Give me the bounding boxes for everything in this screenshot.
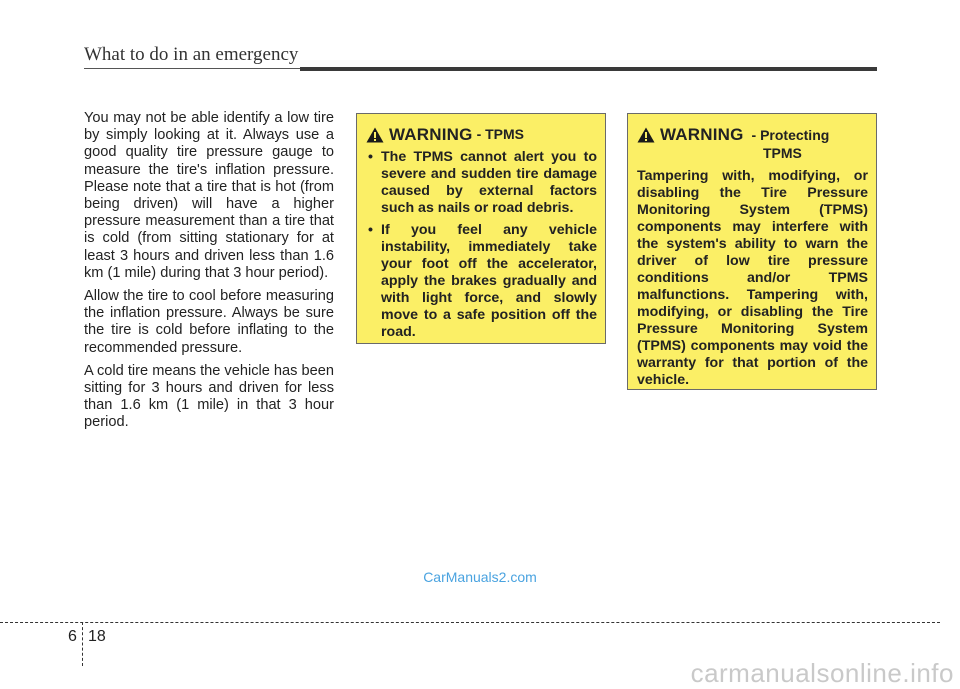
warning-text: Tampering with, modifying, or disabling the Tire Pressure Monitoring System (TPMS) components may interfere with the system's ability to warn the driver of low tire pressure conditions and/or TPMS malfunctions. Tampering with, modifying, or disabling the Tire Pressure Monitoring System (TPMS) components may void the warranty for that portion of the vehicle. bbox=[637, 168, 868, 388]
body-text-column bbox=[84, 110, 334, 438]
warning-header bbox=[366, 126, 597, 143]
body-paragraph: You may not be able identify a low tire by simply looking at it. Always use a good quality tire pressure gauge to measure the tire's inflation pressure. Please note that a tire that is hot (from being driven) will have a higher pressure measurement than a tire that is cold (from sitting stationary for at least 3 hours and driven less than 1.6 km (1 mile) during that 3 hour period). bbox=[84, 110, 334, 281]
warning-item-text: If you feel any vehicle instability, immediately take your foot off the accelerator, apply the brakes gradually and with light force, and slowly move to a safe position off the road. bbox=[381, 222, 597, 340]
body-paragraph: A cold tire means the vehicle has been sitting for 3 hours and driven for less than 1.6 km (1 mile) in that 3 hour period. bbox=[84, 362, 334, 431]
warning-triangle-icon bbox=[637, 127, 655, 143]
page-title: What to do in an emergency bbox=[84, 44, 299, 65]
warning-label: WARNING bbox=[389, 125, 473, 144]
warning-list bbox=[366, 149, 597, 341]
site-watermark: carmanualsonline.info bbox=[690, 658, 954, 688]
body-paragraph: Allow the tire to cool before measuring the inflation pressure. Always be sure the tire is cold before inflating to the recommended pressure. bbox=[84, 288, 334, 356]
warning-subtitle: - TPMS bbox=[476, 126, 525, 142]
warning-item: • The TPMS cannot alert you to severe and sudden tire damage caused by external factors such as nails or road debris. bbox=[368, 149, 597, 216]
warning-box-protecting-tpms bbox=[627, 113, 877, 390]
warning-header bbox=[637, 126, 868, 162]
footer-divider bbox=[82, 622, 83, 666]
warning-item: • If you feel any vehicle instability, immediately take your foot off the accelerator, apply the brakes gradually and with light force, and slowly move to a safe position off the road. bbox=[368, 222, 597, 340]
warning-subtitle-line2: TPMS bbox=[763, 145, 802, 161]
warning-triangle-icon bbox=[366, 127, 384, 143]
watermark-link[interactable]: CarManuals2.com bbox=[423, 569, 537, 585]
warning-box-tpms bbox=[356, 113, 606, 344]
warning-subtitle: - Protecting bbox=[751, 127, 830, 143]
chapter-number: 6 bbox=[68, 628, 77, 645]
header-rule-bold bbox=[300, 67, 877, 71]
footer-rule bbox=[0, 622, 940, 623]
warning-label: WARNING bbox=[660, 125, 744, 144]
warning-item-text: The TPMS cannot alert you to severe and sudden tire damage caused by external factors such as nails or road debris. bbox=[381, 149, 597, 216]
page-number: 18 bbox=[88, 628, 106, 645]
